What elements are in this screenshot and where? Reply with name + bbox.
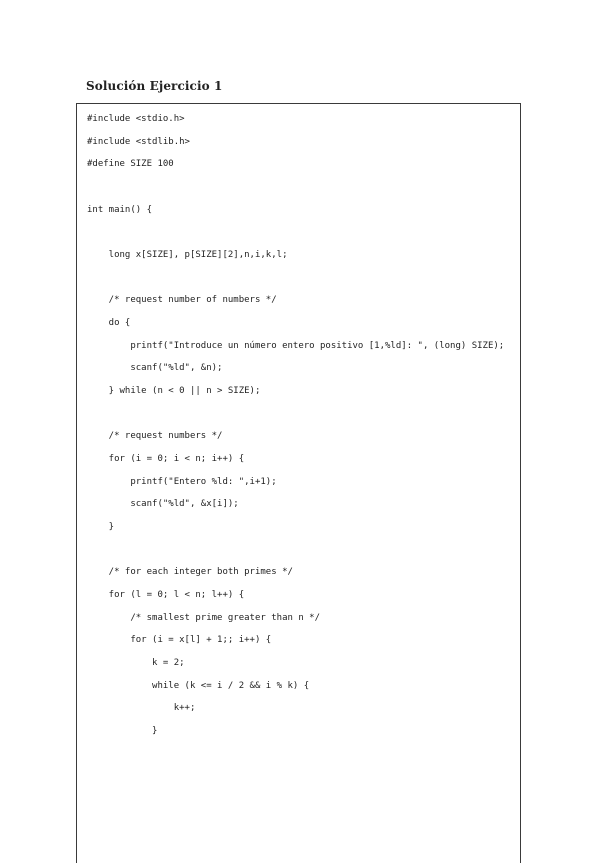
code-line: } while (n < 0 || n > SIZE); [87,386,261,396]
code-line: k++; [87,703,196,713]
code-line: while (k <= i / 2 && i % k) { [87,681,310,691]
code-line: printf("Introduce un número entero positivo [1,%ld]: ", (long) SIZE); [87,341,505,351]
code-block [76,103,521,863]
code-line: scanf("%ld", &x[i]); [87,499,239,509]
code-line: /* request numbers */ [87,431,223,441]
code-line: for (i = 0; i < n; i++) { [87,454,245,464]
code-line: long x[SIZE], p[SIZE][2],n,i,k,l; [87,250,288,260]
code-line: /* smallest prime greater than n */ [87,613,320,623]
code-line: for (i = x[l] + 1;; i++) { [87,635,272,645]
code-line: /* for each integer both primes */ [87,567,293,577]
code-line: for (l = 0; l < n; l++) { [87,590,245,600]
code-line: scanf("%ld", &n); [87,363,223,373]
code-line: #include <stdlib.h> [87,137,190,147]
code-line: /* request number of numbers */ [87,295,277,305]
code-line: } [87,522,115,532]
code-line: int main() { [87,205,153,215]
code-line: #include <stdio.h> [87,114,185,124]
code-line: printf("Entero %ld: ",i+1); [87,477,277,487]
code-line: } [87,726,158,736]
code-line: do { [87,318,131,328]
section-heading: Solución Ejercicio 1 [86,79,223,93]
code-line: #define SIZE 100 [87,159,174,169]
code-line: k = 2; [87,658,185,668]
